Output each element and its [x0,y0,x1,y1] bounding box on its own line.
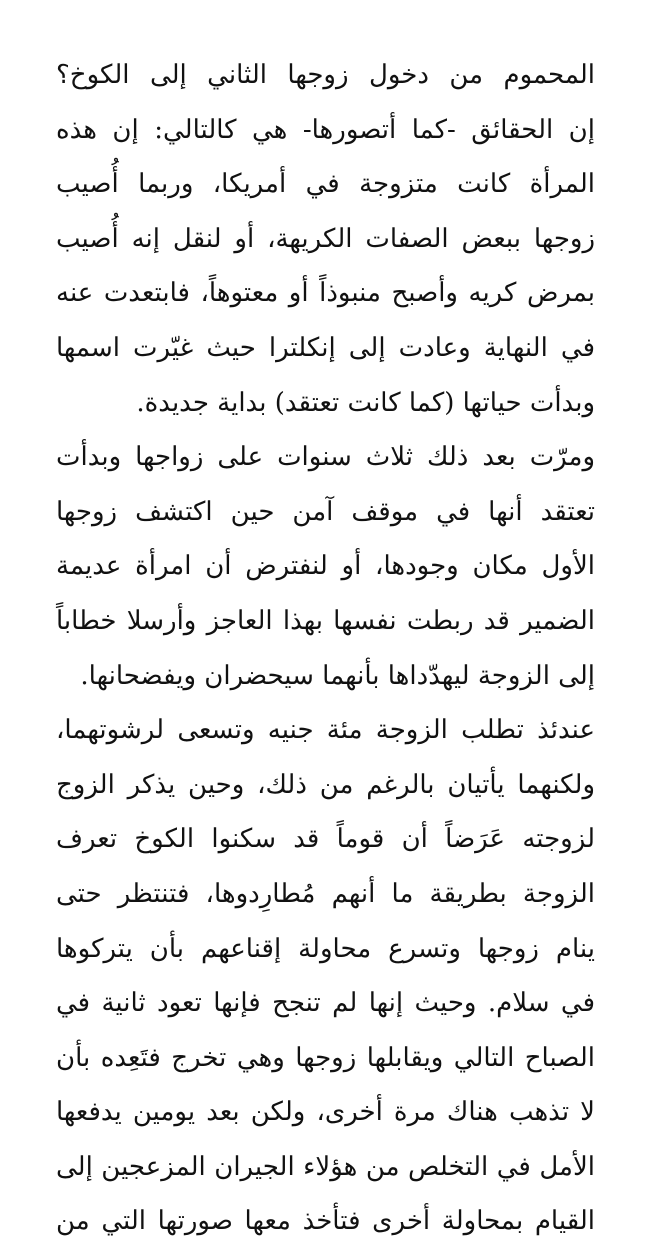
text-line-1: المحموم من دخول زوجها الثاني إلى الكوخ؟ [56,60,595,90]
text-line-4: زوجها ببعض الصفات الكريهة، أو لنقل إنه أُصيب [56,223,595,254]
text-line-2: إن الحقائق -كما أتصورها- هي كالتالي: إن هذه [56,114,595,145]
text-line-21: الأمل في التخلص من هؤلاء الجيران المزعجين إلى [56,1151,595,1182]
text-line-17: ينام زوجها وتسرع محاولة إقناعهم بأن يتركوها [56,933,595,964]
text-line-9: تعتقد أنها في موقف آمن حين اكتشف زوجها [56,496,595,527]
text-line-8: ومرّت بعد ذلك ثلاث سنوات على زواجها وبدأت [56,442,595,473]
body-text [56,48,595,1249]
text-line-6: في النهاية وعادت إلى إنكلترا حيث غيّرت اسمها [56,332,595,363]
text-line-7: وبدأت حياتها (كما كانت تعتقد) بداية جديدة. [136,387,595,418]
text-line-13: عندئذ تطلب الزوجة مئة جنيه وتسعى لرشوتهما، [56,715,595,746]
text-line-11: الضمير قد ربطت نفسها بهذا العاجز وأرسلا خطاباً [56,605,595,636]
text-line-19: الصباح التالي ويقابلها زوجها وهي تخرج فتَعِده بأن [56,1042,595,1073]
text-line-3: المرأة كانت متزوجة في أمريكا، وربما أُصيب [56,169,595,200]
text-line-22: القيام بمحاولة أخرى فتأخذ معها صورتها التي من [56,1206,595,1237]
text-line-18: في سلام. وحيث إنها لم تنجح فإنها تعود ثانية في [56,988,595,1019]
text-line-14: ولكنهما يأتيان بالرغم من ذلك، وحين يذكر الزوج [56,769,595,800]
text-line-12: إلى الزوجة ليهدّداها بأنهما سيحضران ويفضحانها. [80,660,595,691]
text-line-20: لا تذهب هناك مرة أخرى، ولكن بعد يومين يدفعها [56,1097,595,1128]
text-line-15: لزوجته عَرَضاً أن قوماً قد سكنوا الكوخ تعرف [56,824,595,855]
text-line-5: بمرض كريه وأصبح منبوذاً أو معتوهاً، فابتعدت عنه [56,278,595,309]
text-line-10: الأول مكان وجودها، أو لنفترض أن امرأة عديمة [56,551,595,582]
text-line-16: الزوجة بطريقة ما أنهم مُطارِدوها، فتنتظر حتى [56,878,595,909]
